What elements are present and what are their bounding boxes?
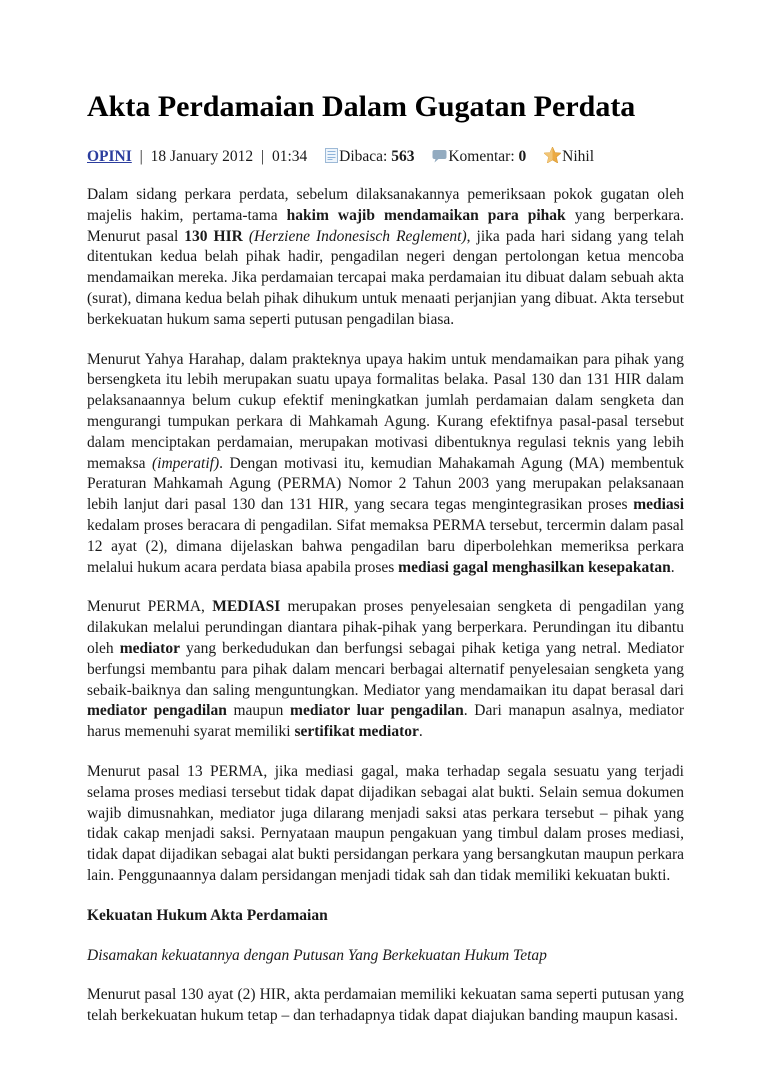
meta-time: 01:34	[271, 148, 308, 165]
paragraph: Menurut PERMA, MEDIASI merupakan proses penyelesaian sengketa di pengadilan yang dilakukan melalui perundingan diantara pihak-pihak yang berperkara. Perundingan itu dibantu oleh mediator yang berkedudukan dan berfungsi sebagai pihak ketiga yang netral. Mediator berfungsi membantu para pihak dalam mencari berbagai alternatif penyelesaian sengketa yang sebaik-baiknya dan saling menguntungkan. Mediator yang mendamaikan itu dapat berasal dari mediator pengadilan maupun mediator luar pengadilan. Dari manapun asalnya, mediator harus memenuhi syarat memiliki sertifikat mediator.	[87, 598, 684, 741]
views-icon	[325, 148, 338, 163]
paragraph: Menurut Yahya Harahap, dalam prakteknya upaya hakim untuk mendamaikan para pihak yang bersengketa itu lebih merupakan suatu upaya formalitas belaka. Pasal 130 dan 131 HIR dalam pelaksanaannya belum cukup efektif meningkatkan jumlah perdamaian dalam sengketa dan mengurangi tumpukan perkara di Mahkamah Agung. Kurang efektifnya pasal-pasal tersebut dalam menciptakan perdamaian, merupakan motivasi dibentuknya regulasi teknis yang lebih memaksa (imperatif). Dengan motivasi itu, kemudian Mahakamah Agung (MA) membentuk Peraturan Mahkamah Agung (PERMA) Nomor 2 Tahun 2003 yang merupakan pelaksanaan lebih lanjut dari pasal 130 dan 131 HIR, yang secara tegas mengintegrasikan proses mediasi kedalam proses beracara di pengadilan. Sifat memaksa PERMA tersebut, tercermin dalam pasal 12 ayat (2), dimana dijelaskan bahwa pengadilan baru diperbolehkan memeriksa perkara melalui hukum acara perdata biasa apabila proses mediasi gagal menghasilkan kesepakatan.	[87, 350, 684, 576]
article-title: Akta Perdamaian Dalam Gugatan Perdata	[87, 90, 636, 123]
views-label: Dibaca:	[339, 148, 388, 165]
article-meta	[87, 147, 684, 166]
paragraph: Menurut pasal 130 ayat (2) HIR, akta perdamaian memiliki kekuatan sama seperti putusan yang telah berkekuatan hukum tetap – dan terhadapnya tidak dapat diajukan banding maupun kasasi.	[87, 986, 684, 1025]
comments-icon	[432, 149, 447, 163]
meta-date: 18 January 2012	[150, 148, 254, 165]
paragraph: Menurut pasal 13 PERMA, jika mediasi gagal, maka terhadap segala sesuatu yang terjadi selama proses mediasi tersebut tidak dapat dijadikan sebagai alat bukti. Selain semua dokumen wajib dimusnahkan, mediator juga dilarang menjadi saksi atas perkara tersebut – pihak yang tidak cakap menjadi saksi. Pernyataan maupun pengakuan yang timbul dalam proses mediasi, tidak dapat dijadikan sebagai alat bukti persidangan perkara yang bersangkutan maupun perkara lain. Penggunaannya dalam persidangan menjadi tidak sah dan tidak memiliki kekuatan bukti.	[87, 762, 684, 884]
article-body	[87, 185, 684, 1027]
views-count: 563	[391, 148, 415, 165]
section-subheading: Disamakan kekuatannya dengan Putusan Yang Berkekuatan Hukum Tetap	[87, 946, 547, 964]
paragraph: Dalam sidang perkara perdata, sebelum dilaksanakannya pemeriksaan pokok gugatan oleh majelis hakim, pertama-tama hakim wajib mendamaikan para pihak yang berperkara. Menurut pasal 130 HIR (Herziene Indonesisch Reglement), jika pada hari sidang yang telah ditentukan kedua belah pihak hadir, pengadilan negeri dengan pertolongan ketua mencoba mendamaikan mereka. Jika perdamaian tercapai maka perdamaian itu dibuat dalam sebuah akta (surat), dimana kedua belah pihak dihukum untuk menaati perjanjian yang dibuat. Akta tersebut berkekuatan hukum sama seperti putusan pengadilan biasa.	[87, 186, 684, 328]
category-link[interactable]: OPINI	[87, 148, 132, 165]
section-heading: Kekuatan Hukum Akta Perdamaian	[87, 906, 328, 924]
meta-separator-2: |	[260, 148, 265, 165]
comments-label: Komentar:	[448, 148, 515, 165]
rating-label: Nihil	[562, 148, 595, 165]
meta-separator: |	[139, 148, 143, 165]
rating-star-icon	[544, 147, 561, 163]
comments-count: 0	[518, 148, 527, 165]
